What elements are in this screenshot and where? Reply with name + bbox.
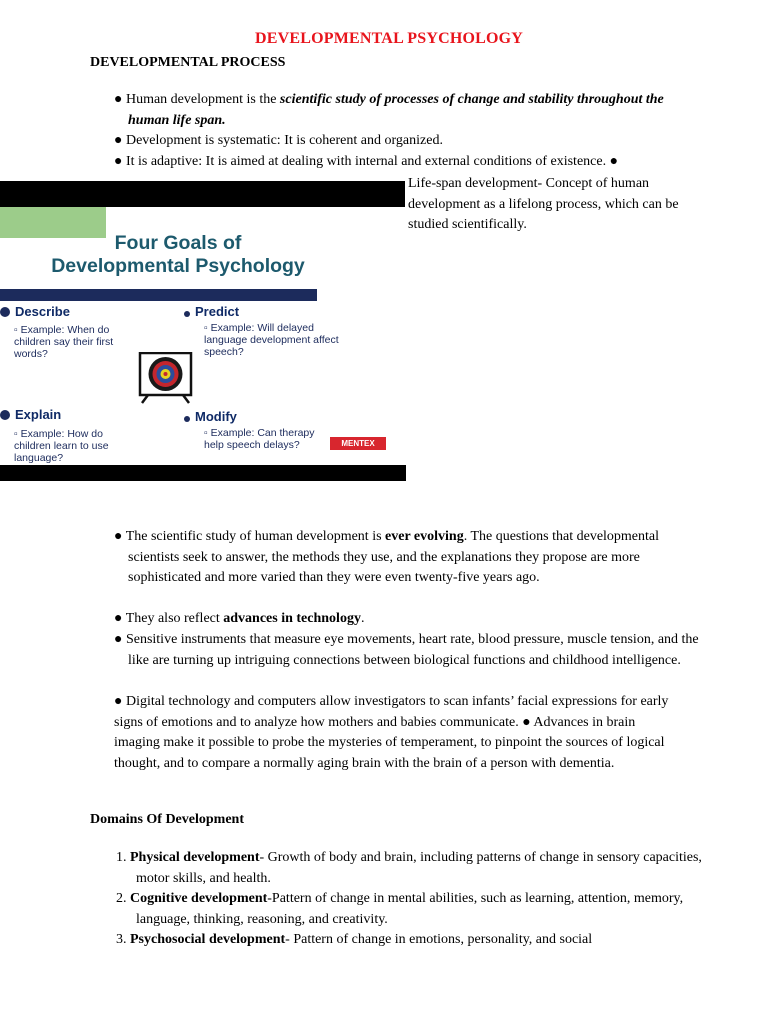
domain-term: Cognitive development — [130, 891, 268, 906]
goal-modify-example: ▫ Example: Can therapy help speech delays? — [204, 427, 315, 451]
goal-predict-label: Predict — [195, 304, 240, 319]
slide-title-line1: Four Goals of — [114, 232, 242, 254]
goal-predict-example: ▫ Example: Will delayed language development affect speech? — [204, 322, 339, 358]
domain-item-psychosocial — [90, 930, 736, 951]
goal-predict — [184, 304, 239, 319]
goal-explain-label: Explain — [15, 407, 62, 422]
brand-logo: MENTEX — [330, 437, 386, 450]
bullet-technology-bold: advances in technology — [223, 611, 361, 626]
four-goals-slide-image — [0, 207, 406, 465]
bullet-sensitive-instruments: ● Sensitive instruments that measure eye movements, heart rate, blood pressure, muscle tension, and the like are turning up intriguing connections between biological functions and childhood intelligence. — [114, 632, 699, 668]
bullet-digital-technology: ● Digital technology and computers allow investigators to scan infants’ facial expressions for early signs of emotions and to analyze how mothers and babies communicate. ● Advances in brain imaging make it possible to probe the mysteries of temperament, to pinpoint the sources of logical thought, and to compare a normally aging brain with the brain of a person with dementia. — [114, 694, 669, 771]
domain-item-physical — [90, 848, 736, 889]
domain-term: Psychosocial development — [130, 932, 286, 947]
domain-description: -Pattern of change in mental abilities, such as learning, attention, memory, language, thinking, reasoning, and creativity. — [136, 891, 684, 927]
lifespan-definition-text: Life-span development- Concept of human development as a lifelong process, which can be studied scientifically. — [408, 176, 679, 233]
bullet-adaptive: ● It is adaptive: It is aimed at dealing with internal and external conditions of existence. ● — [114, 154, 619, 169]
slide-frame-top — [0, 181, 405, 207]
bullet-dot-icon — [0, 410, 10, 420]
bullet-ever-evolving — [90, 527, 703, 589]
domain-number: 3. — [116, 932, 127, 947]
goal-describe — [0, 304, 70, 319]
domain-description: - Pattern of change in emotions, personality, and social — [285, 932, 593, 947]
bullet-dot-icon — [184, 311, 190, 317]
bullet-dot-icon — [0, 307, 10, 317]
domain-description: - Growth of body and brain, including patterns of change in sensory capacities, motor skills, and health. — [136, 850, 702, 886]
bullet-definition — [90, 90, 688, 131]
bullet-definition-emphasis: scientific study of processes of change and stability throughout the human life span. — [128, 92, 664, 128]
slide-frame-bottom — [0, 465, 406, 481]
goal-explain — [0, 407, 61, 422]
domain-term: Physical development — [130, 850, 260, 865]
domain-number: 2. — [116, 891, 127, 906]
bullet-ever-evolving-bold: ever evolving — [385, 529, 464, 544]
goal-describe-label: Describe — [15, 304, 70, 319]
domain-item-cognitive — [90, 889, 726, 930]
goal-explain-example: ▫ Example: How do children learn to use language? — [14, 428, 109, 464]
domain-number: 1. — [116, 850, 127, 865]
bullet-ever-evolving-post: . The questions that developmental scientists seek to answer, the methods they use, and the explanations they propose are more sophisticated and more varied than they were even twenty-five years ago. — [128, 529, 660, 586]
slide-navy-bar — [0, 289, 317, 301]
target-icon — [138, 352, 193, 404]
goal-modify-label: Modify — [195, 409, 237, 424]
goal-modify — [184, 409, 237, 424]
bullet-dot-icon — [184, 416, 190, 422]
document-title: DEVELOPMENTAL PSYCHOLOGY — [254, 30, 524, 47]
goal-describe-example: ▫ Example: When do children say their first words? — [14, 324, 114, 360]
bullet-ever-evolving-pre: ● The scientific study of human development is — [114, 529, 386, 544]
bullet-definition-pre: ● Human development is the — [114, 92, 280, 107]
bullet-technology-post: . — [360, 611, 365, 626]
bullet-technology — [90, 609, 728, 630]
slide-title-line2: Developmental Psychology — [51, 255, 305, 277]
bullet-technology-pre: ● They also reflect — [114, 611, 224, 626]
bullet-systematic: ● Development is systematic: It is coherent and organized. — [114, 133, 443, 148]
slide-title — [0, 232, 356, 278]
section-heading-process: DEVELOPMENTAL PROCESS — [90, 55, 286, 70]
section-heading-domains: Domains Of Development — [90, 812, 244, 827]
